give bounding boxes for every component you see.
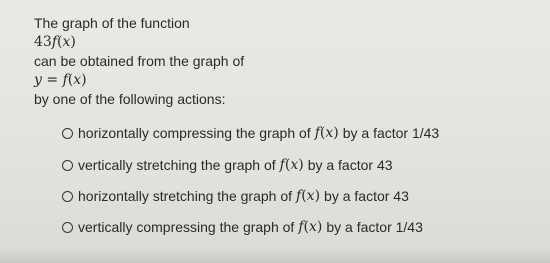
option-function: f(x) xyxy=(279,157,304,173)
option-factor: by a factor 43 xyxy=(307,157,393,173)
function-expression: 43f(x) xyxy=(34,34,76,50)
option-3[interactable] xyxy=(62,187,409,205)
function-name: f xyxy=(51,34,58,50)
option-text: vertically stretching the graph of xyxy=(78,157,276,173)
option-text: horizontally compressing the graph of xyxy=(78,125,311,141)
base-function-argument: x xyxy=(73,72,82,88)
radio-button[interactable] xyxy=(62,128,73,139)
option-text: horizontally stretching the graph of xyxy=(78,188,293,204)
radio-button[interactable] xyxy=(62,160,73,171)
option-function: f(x) xyxy=(298,219,323,235)
radio-button[interactable] xyxy=(62,222,73,233)
option-2[interactable] xyxy=(62,156,393,174)
option-factor: by a factor 1/43 xyxy=(326,219,423,235)
option-1[interactable] xyxy=(62,124,439,142)
radio-button[interactable] xyxy=(62,191,73,202)
base-y: y xyxy=(34,72,42,88)
question-line-3: can be obtained from the graph of xyxy=(34,53,245,69)
option-function: f(x) xyxy=(314,125,339,141)
option-text: vertically compressing the graph of xyxy=(78,219,295,235)
option-factor: by a factor 43 xyxy=(324,188,409,204)
base-function-name: f xyxy=(62,72,68,88)
function-argument: x xyxy=(62,34,71,50)
base-equals: = xyxy=(41,72,63,88)
question-line-5: by one of the following actions: xyxy=(34,91,226,107)
option-factor: by a factor 1/43 xyxy=(342,125,440,141)
option-4[interactable] xyxy=(62,218,423,236)
option-function: f(x) xyxy=(296,188,321,204)
function-coefficient: 43 xyxy=(34,34,52,50)
base-function-expression: y = f(x) xyxy=(34,72,87,88)
question-line-1: The graph of the function xyxy=(34,15,190,31)
